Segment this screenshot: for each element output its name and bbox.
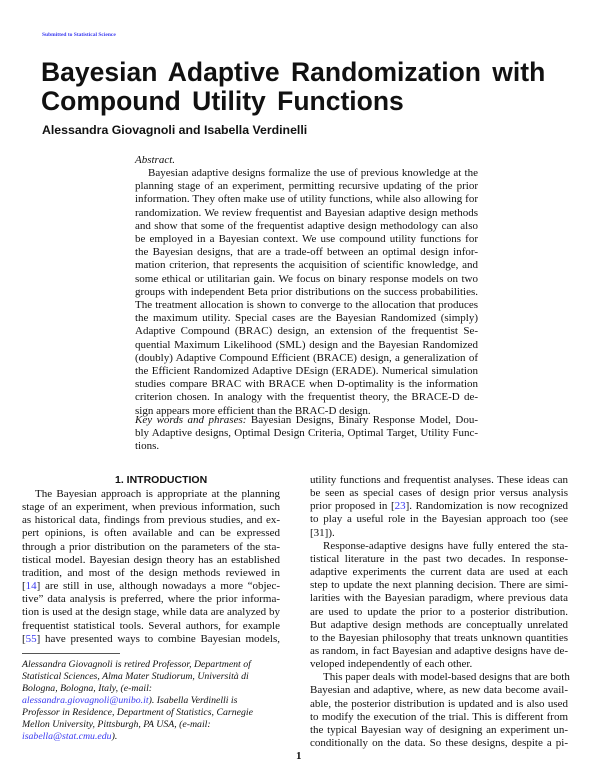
abstract-line: studies compare BRAC with BRACE when D-optimality is the information [135,378,478,391]
citation-link[interactable]: 23 [394,500,406,513]
body-line: But adaptive design methods are conceptually unrelated [310,618,568,631]
footnote-line: isabella@stat.cmu.edu). [22,731,118,742]
body-line: pert opinions, is often available and can be expressed [22,527,280,540]
abstract-line: the Bayesian designs, that are a trade-off between an optimal design infor- [135,246,478,259]
footnote-line: Mellon University, Pittsburgh, PA USA, (e-mail: [22,719,211,730]
body-line: stage of an experiment, when previous information, such [22,501,280,514]
abstract-line: sign appears more efficient than the BRAC-D design. [135,404,371,417]
body-line: veloped independently of each other. [310,658,473,671]
abstract-line: Adaptive Compound (BRAC) design, an extension of the frequentist Se- [135,325,478,338]
abstract-line: groups with independent Beta prior distributions on the success probabilities. [135,285,478,298]
email-link[interactable]: isabella@stat.cmu.edu [22,731,112,742]
footnote-line: alessandra.giovagnoli@unibo.it). Isabella Verdinelli is [22,695,238,706]
journal-header[interactable]: Submitted to Statistical Science [42,32,116,38]
title-line-2: Compound Utility Functions [41,86,404,116]
body-line: tion is used at the design stage, while data are analyzed by [22,606,280,619]
body-line: [31]). [310,526,335,539]
abstract-line: Bayesian adaptive designs formalize the use of previous knowledge at the [148,167,478,179]
footnote-rule [22,653,120,654]
body-line: able, the posterior distribution is updated and is also used [310,697,568,710]
abstract-line: criterion chosen. In analogy with the frequentist theory, the BRACE-D de- [135,391,478,404]
body-line: Response-adaptive designs have fully entered the sta- [323,539,568,552]
footnote-line: Statistical Sciences, Alma Mater Studiorum, Università di [22,671,249,682]
body-line: conditionally on the data. So these designs, despite a pi- [310,737,568,749]
abstract-line: and show that some of the frequentist adaptive design methodology can also [135,219,478,232]
body-line: be seen as special cases of design prior versus analysis [310,487,568,500]
abstract-line: (doubly) Adaptive Compound Efficient (BRACE) design, a generalization of [135,351,478,364]
body-line: tistical literature in the past two decades. In response- [310,552,568,565]
section-heading: 1. INTRODUCTION [115,474,208,486]
body-line: Bayesian and adaptive, where, as new data become avail- [310,684,568,697]
keywords-line: tions. [135,440,160,453]
body-line: utility functions and frequentist analyses. These ideas can [310,474,568,486]
keywords-line [135,414,478,427]
body-line: frequentist statistical tools. Several authors, for example [22,619,280,632]
body-line: to play a useful role in the Bayesian approach too (see [310,513,568,526]
title-line-1: Bayesian Adaptive Randomization with [41,57,546,87]
abstract-line: the Efficient Randomized Adaptive DEsign (ERADE). Numerical simulation [135,365,478,377]
email-link[interactable]: alessandra.giovagnoli@unibo.it [22,695,149,706]
abstract-line: the maximum utility. Special cases are the Bayesian Randomized (simply) [135,312,478,325]
citation-link[interactable]: 55 [25,632,37,645]
body-line: tive” data analysis is preferred, where the prior informa- [22,593,280,606]
authors: Alessandra Giovagnoli and Isabella Verdinelli [42,123,308,137]
body-line: as historical data, findings from previous studies, and ex- [22,514,280,527]
paper-title [41,58,545,116]
body-line: through a prior distribution on the parameters of the sta- [22,540,280,553]
abstract-line: information. They often make use of utility functions, while also allowing for [135,193,478,206]
body-line: The Bayesian approach is appropriate at the planning [35,488,280,500]
body-line: to the Bayesian philosophy that treats unknown quantities [310,631,568,644]
citation-link[interactable]: 14 [25,580,37,593]
footnote-line: Bologna, Bologna, Italy, (e-mail: [22,683,153,694]
body-line: [55] have presented ways to combine Bayesian models, [22,632,280,645]
body-line: are used to update the prior to a posterior distribution. [310,605,568,618]
abstract-line: be employed in a Bayesian context. We use compound utility functions for [135,233,478,245]
keywords-line: bly Adaptive designs, Optimal Design Criteria, Optimal Target, Utility Func- [135,427,478,440]
body-line: larities with the Bayesian paradigm, where previous data [310,592,568,605]
footnote-line: Professor in Residence, Department of Statistics, Carnegie [22,707,253,718]
body-line: tradition, and most of the design methods reviewed in [22,566,280,579]
body-line: as random, in fact Bayesian and adaptive designs have de- [310,644,568,657]
body-line: step to update the next planning decision. There are simi- [310,579,568,592]
keywords-text: Bayesian Designs, Binary Response Model, Dou- [250,414,478,426]
abstract-line: mation criterion, that represents the acquisition of scientific knowledge, and [135,259,478,272]
abstract-label: Abstract. [135,154,176,166]
abstract-line: randomization. We review frequentist and Bayesian adaptive design methods [135,206,478,219]
keywords-label: Key words and phrases: [135,414,247,426]
page-number: 1 [296,750,302,762]
abstract-line: some ethical or utilitarian gain. We focus on binary response models on two [135,272,478,285]
body-line: This paper deals with model-based designs that are both [323,671,570,684]
abstract-line: planning stage of an experiment, permitting recursive updating of the prior [135,180,478,193]
body-line: to modify the execution of the trial. This is different from [310,710,568,723]
body-line: the typical Bayesian way of designing an experiment un- [310,723,568,736]
body-line: prior proposed in [23]. Randomization is now recognized [310,500,568,513]
abstract-line: The treatment allocation is shown to converge to the allocation that produces [135,299,478,311]
body-line: tistical model. Bayesian design theory has an established [22,553,280,566]
body-line: [14] are still in use, although nowadays a more “objec- [22,580,280,593]
abstract-line: quential Maximum Likelihood (SML) design and the Bayesian Randomized [135,338,478,351]
footnote-line: Alessandra Giovagnoli is retired Professor, Department of [22,659,251,670]
body-line: adaptive experiments the current data are used at each [310,566,568,579]
